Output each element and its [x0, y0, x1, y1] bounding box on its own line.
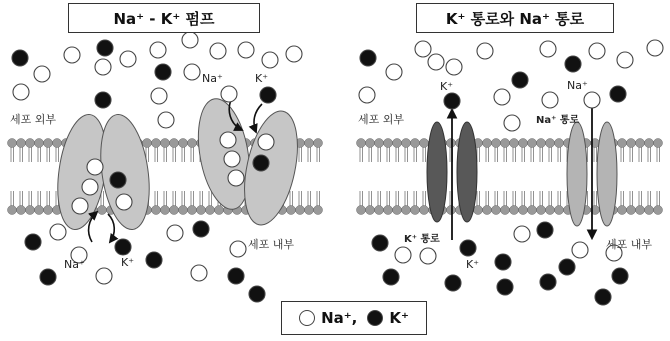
left-k-top-label: K⁺: [255, 72, 269, 85]
na-ion: [647, 40, 663, 56]
lipid-head: [510, 206, 519, 215]
lipid-head: [8, 206, 17, 215]
k-ion-legend-icon: [367, 310, 383, 326]
left-panel-title: Na⁺ - K⁺ 펌프: [68, 3, 260, 33]
lipid-head: [654, 206, 663, 215]
lipid-head: [618, 139, 627, 148]
k-ion: [40, 269, 56, 285]
na-ion: [13, 84, 29, 100]
na-ion: [446, 59, 462, 75]
na-ion: [420, 248, 436, 264]
k-ion: [444, 93, 460, 109]
na-ion: [428, 54, 444, 70]
lipid-head: [314, 139, 323, 148]
lipid-head: [375, 139, 384, 148]
k-ion: [249, 286, 265, 302]
na-ion: [359, 87, 375, 103]
na-ion: [158, 112, 174, 128]
lipid-head: [296, 206, 305, 215]
na-ion: [238, 42, 254, 58]
k-ion: [497, 279, 513, 295]
na-channel-right: [597, 122, 617, 226]
lipid-head: [188, 139, 197, 148]
lipid-head: [26, 139, 35, 148]
k-ion: [193, 221, 209, 237]
k-ion: [445, 275, 461, 291]
right-outside-label: 세포 외부: [358, 113, 405, 126]
na-ion: [415, 41, 431, 57]
k-ion: [460, 240, 476, 256]
lipid-head: [143, 139, 152, 148]
lipid-head: [420, 139, 429, 148]
na-ion: [262, 52, 278, 68]
na-ion: [228, 170, 244, 186]
lipid-head: [8, 139, 17, 148]
na-ion: [95, 59, 111, 75]
lipid-head: [170, 139, 179, 148]
na-ion: [120, 51, 136, 67]
lipid-head: [384, 206, 393, 215]
k-ion: [155, 64, 171, 80]
na-ion-legend-icon: [299, 310, 315, 326]
k-ion: [512, 72, 528, 88]
k-ion: [495, 254, 511, 270]
right-k-top-label: K⁺: [440, 80, 454, 93]
k-ion: [12, 50, 28, 66]
na-ion: [182, 32, 198, 48]
k-ion: [540, 274, 556, 290]
lipid-head: [35, 206, 44, 215]
k-ion: [260, 87, 276, 103]
left-inside-label: 세포 내부: [248, 238, 295, 251]
lipid-head: [501, 206, 510, 215]
na-ion: [64, 47, 80, 63]
lipid-head: [546, 206, 555, 215]
na-ion: [514, 226, 530, 242]
k-ion: [612, 268, 628, 284]
lipid-head: [627, 139, 636, 148]
k-ion: [115, 239, 131, 255]
k-ion: [537, 222, 553, 238]
lipid-head: [206, 206, 215, 215]
lipid-head: [287, 206, 296, 215]
lipid-head: [402, 206, 411, 215]
left-outside-label: 세포 외부: [10, 113, 57, 126]
na-ion: [167, 225, 183, 241]
lipid-head: [170, 206, 179, 215]
na-ion: [386, 64, 402, 80]
k-channel-right: [457, 122, 477, 222]
na-ion: [150, 42, 166, 58]
right-k-bottom-label: K⁺: [466, 258, 480, 271]
na-ion: [151, 88, 167, 104]
lipid-head: [179, 206, 188, 215]
na-ion: [589, 43, 605, 59]
lipid-head: [152, 139, 161, 148]
na-ion: [116, 194, 132, 210]
lipid-head: [26, 206, 35, 215]
na-ion: [617, 52, 633, 68]
lipid-head: [411, 139, 420, 148]
lipid-head: [645, 139, 654, 148]
lipid-head: [411, 206, 420, 215]
lipid-head: [492, 139, 501, 148]
lipid-head: [161, 206, 170, 215]
lipid-head: [384, 139, 393, 148]
k-ion: [383, 269, 399, 285]
na-ion: [286, 46, 302, 62]
lipid-head: [44, 206, 53, 215]
lipid-head: [393, 139, 402, 148]
lipid-head: [537, 139, 546, 148]
lipid-head: [314, 206, 323, 215]
lipid-head: [537, 206, 546, 215]
lipid-head: [357, 139, 366, 148]
lipid-head: [519, 206, 528, 215]
na-ion: [184, 64, 200, 80]
k-in-arrow: [108, 214, 114, 242]
na-ion: [221, 86, 237, 102]
legend-na-label: Na⁺,: [321, 309, 358, 327]
left-na-top-label: Na⁺: [202, 72, 223, 85]
k-ion: [595, 289, 611, 305]
lipid-head: [636, 139, 645, 148]
legend-k-label: K⁺: [389, 309, 409, 327]
lipid-head: [357, 206, 366, 215]
lipid-head: [305, 206, 314, 215]
lipid-head: [636, 206, 645, 215]
lipid-head: [366, 206, 375, 215]
lipid-head: [645, 206, 654, 215]
na-channel-label: Na⁺ 통로: [536, 115, 580, 126]
k-ion: [610, 86, 626, 102]
na-ion: [542, 92, 558, 108]
left-k-bottom-label: K⁺: [121, 256, 135, 269]
na-ion: [395, 247, 411, 263]
lipid-head: [152, 206, 161, 215]
k-ion: [97, 40, 113, 56]
na-ion: [504, 115, 520, 131]
lipid-head: [35, 139, 44, 148]
lipid-head: [98, 206, 107, 215]
lipid-head: [555, 206, 564, 215]
k-ion: [95, 92, 111, 108]
k-channel-left: [427, 122, 447, 222]
na-ion: [87, 159, 103, 175]
lipid-head: [546, 139, 555, 148]
lipid-head: [492, 206, 501, 215]
lipid-head: [17, 139, 26, 148]
left-na-bottom-label: Na⁺: [64, 258, 85, 271]
lipid-head: [197, 206, 206, 215]
lipid-head: [483, 139, 492, 148]
lipid-head: [483, 206, 492, 215]
right-inside-label: 세포 내부: [606, 238, 653, 251]
lipid-head: [447, 139, 456, 148]
lipid-head: [161, 139, 170, 148]
na-ion: [540, 41, 556, 57]
na-channel-left: [567, 122, 587, 226]
lipid-head: [420, 206, 429, 215]
na-ion: [82, 179, 98, 195]
lipid-head: [375, 206, 384, 215]
lipid-head: [510, 139, 519, 148]
lipid-head: [53, 139, 62, 148]
right-na-top-label: Na⁺: [567, 79, 588, 92]
lipid-head: [528, 139, 537, 148]
na-ion: [34, 66, 50, 82]
na-ion: [494, 89, 510, 105]
k-ion: [253, 155, 269, 171]
lipid-head: [305, 139, 314, 148]
lipid-head: [654, 139, 663, 148]
lipid-head: [447, 206, 456, 215]
lipid-head: [366, 139, 375, 148]
lipid-head: [179, 139, 188, 148]
lipid-head: [188, 206, 197, 215]
lipid-head: [519, 139, 528, 148]
k-ion: [110, 172, 126, 188]
na-ion: [210, 43, 226, 59]
lipid-head: [393, 206, 402, 215]
na-ion: [224, 151, 240, 167]
k-channel-label: K⁺ 통로: [404, 234, 440, 245]
right-panel-title: K⁺ 통로와 Na⁺ 통로: [416, 3, 614, 33]
lipid-head: [555, 139, 564, 148]
k-ion: [360, 50, 376, 66]
na-ion: [572, 242, 588, 258]
na-ion: [72, 198, 88, 214]
lipid-head: [402, 139, 411, 148]
na-ion: [50, 224, 66, 240]
lipid-head: [44, 139, 53, 148]
k-ion: [372, 235, 388, 251]
k-ion: [146, 252, 162, 268]
lipid-head: [474, 206, 483, 215]
lipid-head: [618, 206, 627, 215]
legend: [281, 301, 427, 335]
lipid-head: [501, 139, 510, 148]
na-ion: [230, 241, 246, 257]
na-ion: [584, 92, 600, 108]
na-ion: [191, 265, 207, 281]
k-ion: [25, 234, 41, 250]
na-ion: [220, 132, 236, 148]
lipid-head: [627, 206, 636, 215]
k-ion: [565, 56, 581, 72]
lipid-head: [528, 206, 537, 215]
na-ion: [477, 43, 493, 59]
k-ion: [228, 268, 244, 284]
lipid-head: [17, 206, 26, 215]
k-ion: [559, 259, 575, 275]
lipid-head: [215, 206, 224, 215]
na-ion: [96, 268, 112, 284]
na-ion: [258, 134, 274, 150]
